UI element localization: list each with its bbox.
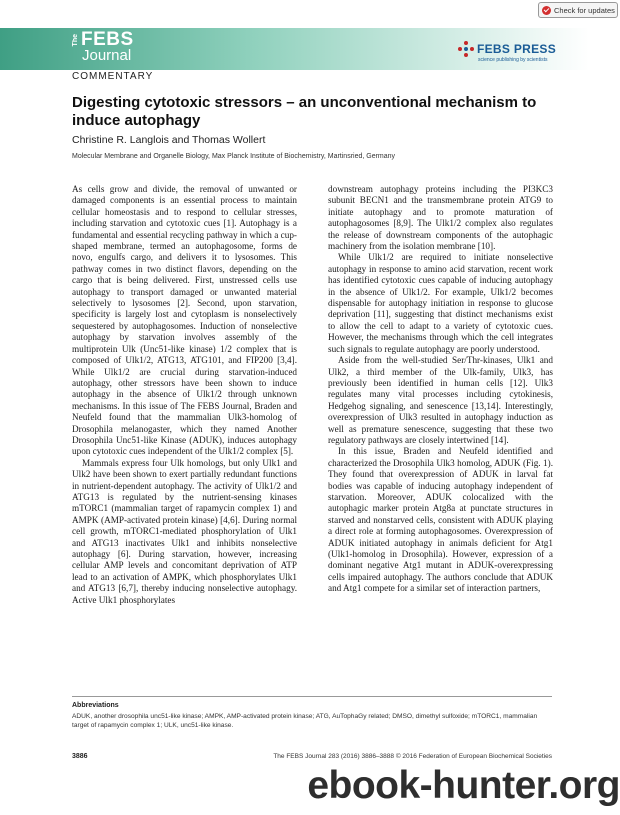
logo-the: The: [72, 34, 79, 47]
logo-journal: Journal: [82, 47, 132, 64]
body-paragraph: Mammals express four Ulk homologs, but only Ulk1 and Ulk2 have been shown to exert partially redundant functions in nutrient-dependent autophagy. The activity of Ulk1/2 and ATG13 is regulated by the nutrient-sensing kinases mTORC1 (mammalian target of rapamycin complex 1) and AMPK (AMP-activated protein kinase) [4,6]. During normal cell growth, mTORC1-mediated phosphorylation of Ulk1 and ATG13 inactivates Ulk1 and inhibits nonselective autophagy [6]. During starvation, however, increasing cellular AMP levels and concomitant deprivation of ATP lead to an activation of AMPK, which phosphorylates Ulk1 and ATG13 [6,7], thereby inducing nonselective autophagy. Active Ulk1 phosphorylates: [72, 457, 297, 605]
check-for-updates-button[interactable]: [538, 2, 618, 18]
section-label: COMMENTARY: [72, 71, 154, 82]
body-paragraph: While Ulk1/2 are required to initiate nonselective autophagy in response to amino acid starvation, recent work has identified cytotoxic cues capable of inducing autophagy in the absence of Ulk1/2. For example, Ulk1/2 becomes dispensable for autophagy initiation in response to glucose deprivation [11], suggesting that distinct mechanisms exist to allow the cell to adapt to a variety of cytotoxic cues. However, the mechanisms through which the cell integrates such signals to regulate autophagy are poorly understood.: [328, 252, 553, 354]
febs-journal-logo: [72, 30, 134, 63]
febs-press-logo: [458, 40, 556, 63]
article-affiliation: Molecular Membrane and Organelle Biology, Max Planck Institute of Biochemistry, Martinsried, Germany: [72, 153, 396, 160]
body-column-left: [72, 184, 297, 606]
febs-press-dots-icon: [458, 41, 474, 57]
footer-citation: The FEBS Journal 283 (2016) 3886–3888 © 2016 Federation of European Biochemical Societies: [273, 753, 552, 760]
body-paragraph: downstream autophagy proteins including the PI3KC3 subunit BECN1 and the transmembrane protein ATG9 to initiate autophagy and to promote maturation of autophagosomes [8,9]. The Ulk1/2 complex also regulates the release of downstream components of the autophagic machinery from the isolation membrane [10].: [328, 184, 553, 252]
press-tagline: science publishing by scientists: [478, 57, 548, 63]
press-title: FEBS PRESS: [477, 41, 557, 56]
logo-febs: FEBS: [81, 29, 134, 50]
body-paragraph: In this issue, Braden and Neufeld identified and characterized the Drosophila Ulk3 homolog, ADUK (Fig. 1). They found that overexpression of ADUK in larval fat bodies was capable of inducing autophagy independent of starvation. Moreover, ADUK colocalized with the autophagic marker protein Atg8a at punctate structures in starved and nonstarved cells, consistent with ADUK playing a direct role at forming autophagosomes. Overexpression of ADUK initiated autophagy in animals deficient for Atg1 (Ulk1-homolog in Drosophila). However, expression of a dominant negative Atg1 mutant in ADUK-overexpressing cells impaired autophagy. The authors conclude that ADUK and Atg1 compete for a similar set of interaction partners,: [328, 446, 553, 594]
body-column-right: [328, 184, 553, 595]
article-title: Digesting cytotoxic stressors – an unconventional mechanism to induce autophagy: [72, 94, 537, 129]
watermark-text: ebook-hunter.org: [307, 764, 620, 807]
body-paragraph: As cells grow and divide, the removal of unwanted or damaged components is an essential process to maintain cellular homeostasis and to respond to cellular stresses, including starvation and cytotoxic cues [1]. Autophagy is a fundamental and essential recycling pathway in which a cup-shaped membrane, termed an autophagosome, forms de novo, engulfs cargo, and delivers it to lysosomes. This pathway comes in two distinct flavors, depending on the cargo that is being delivered. First, unstressed cells use autophagy to transport damaged or unwanted material selectively to lysosomes [2]. Second, upon starvation, specificity is largely lost and cytoplasm is nonselectively sequestered by autophagosomes. Induction of nonselective autophagy by starvation involves assembly of the multiprotein Ulk (Unc51-like kinase) 1/2 complex that is composed of Ulk1/2, ATG13, ATG101, and FIP200 [3,4]. While Ulk1/2 are crucial during starvation-induced autophagy, other stressors have been shown to induce autophagy in the absence of Ulk1/2 through unknown mechanisms. In this issue of The FEBS Journal, Braden and Neufeld found that the mammalian Ulk3-homolog of Drosophila melanogaster, which they named Another Drosophila Unc51-like Kinase (ADUK), induces autophagy upon cytotoxic cues independent of the Ulk1/2 complex [5].: [72, 184, 297, 457]
abbreviations-text: ADUK, another drosophila unc51-like kinase; AMPK, AMP-activated protein kinase; ATG, AuTophaGy related; DMSO, dimethyl sulfoxide; mTORC1, mammalian target of rapamycin complex 1; ULK, unc51-like kinase.: [72, 713, 538, 729]
page-number: 3886: [72, 753, 88, 760]
abbreviations-heading: Abbreviations: [72, 702, 119, 709]
check-updates-label: Check for updates: [554, 5, 615, 15]
body-paragraph: Aside from the well-studied Ser/Thr-kinases, Ulk1 and Ulk2, a third member of the Ulk-family, Ulk3, has previously been identified in human cells [12]. Ulk3 regulates many vital processes including cytokinesis, Hedgehog signaling, and senescence [13,14]. Interestingly, overexpression of Ulk3 resulted in autophagy induction as well as premature senescence, suggesting that these two regulatory pathways are closely intertwined [14].: [328, 355, 553, 445]
article-authors: Christine R. Langlois and Thomas Wollert: [72, 134, 266, 146]
check-updates-icon: [542, 6, 551, 15]
abbreviations-divider: [72, 696, 552, 697]
